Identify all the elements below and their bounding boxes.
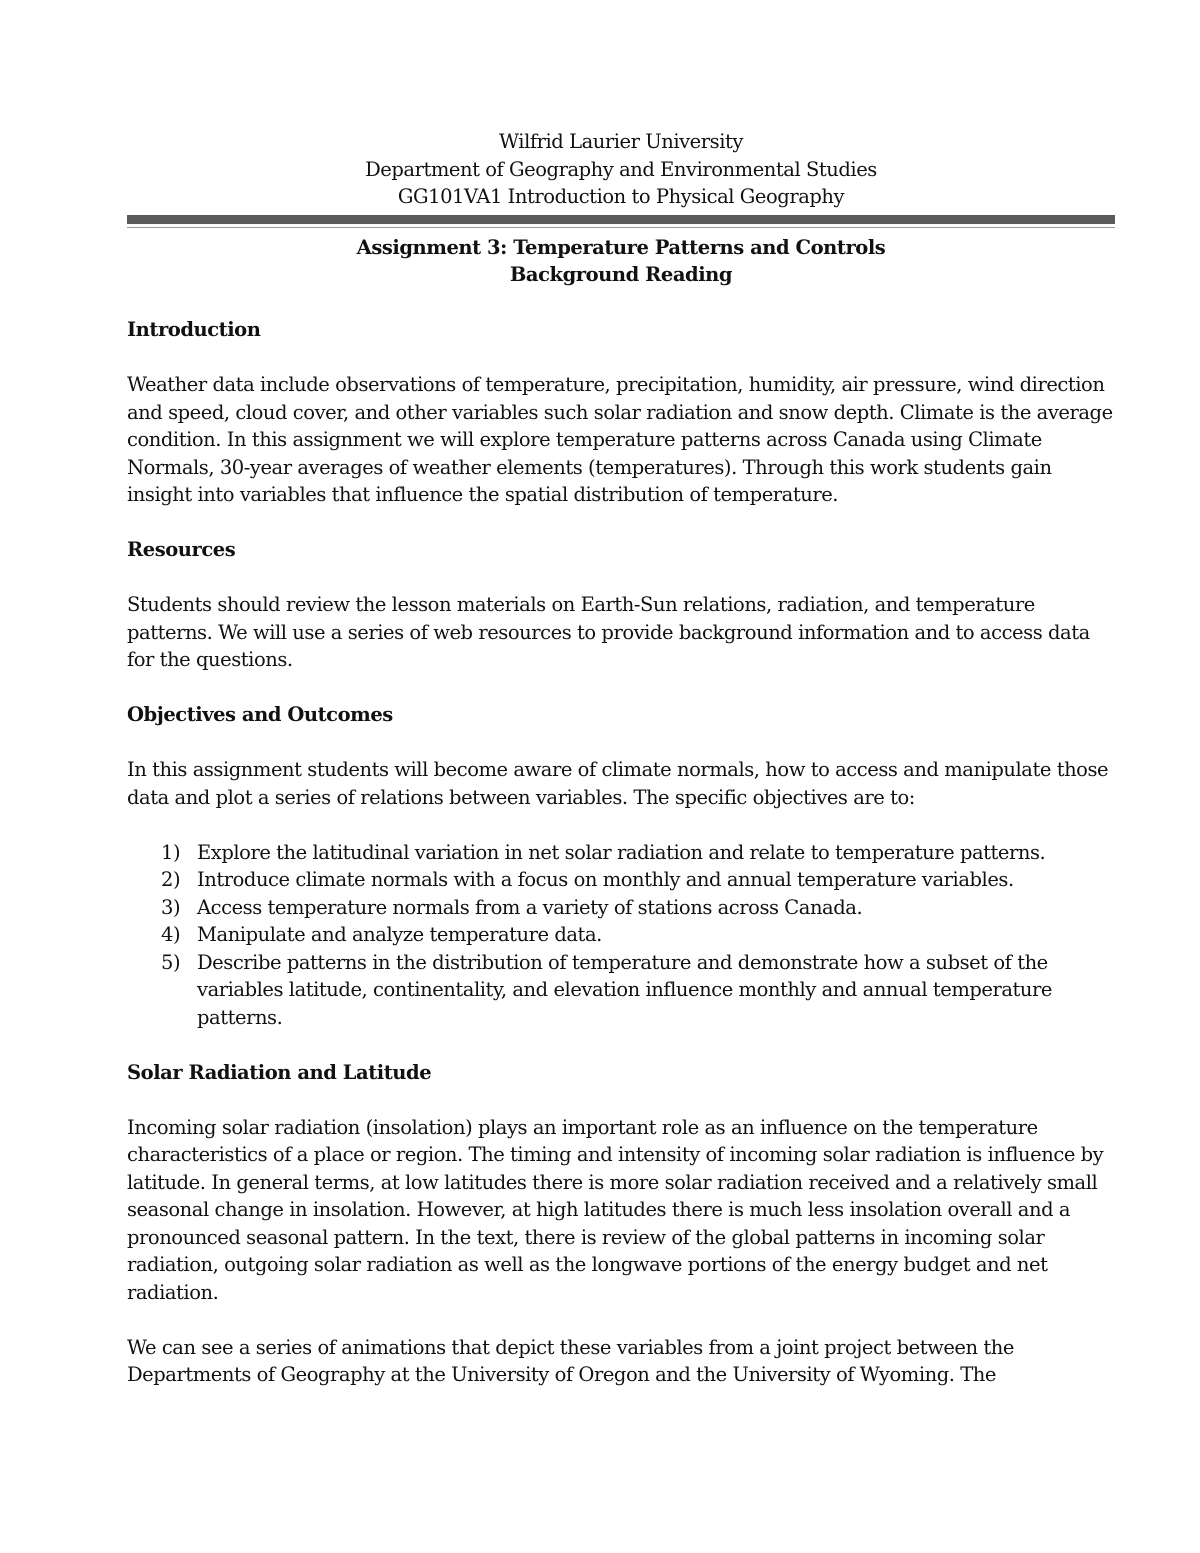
list-item-text: Introduce climate normals with a focus on monthly and annual temperature variables. bbox=[197, 868, 1014, 891]
header-divider-thin bbox=[127, 227, 1115, 228]
assignment-subtitle: Background Reading bbox=[509, 263, 733, 286]
list-item-number: 4) bbox=[161, 923, 181, 946]
list-item-text: Describe patterns in the distribution of temperature and demonstrate how a subset of the variables latitude, continentality, and elevation influence monthly and annual temperature patterns. bbox=[197, 950, 1053, 1029]
document-page bbox=[127, 128, 1115, 1389]
objectives-paragraph: In this assignment students will become aware of climate normals, how to access and manipulate those data and plot a series of relations between variables. The specific objectives are to: bbox=[127, 758, 1109, 809]
header-divider-thick bbox=[127, 215, 1115, 224]
assignment-title bbox=[127, 234, 1115, 289]
list-item-text: Explore the latitudinal variation in net solar radiation and relate to temperature patterns. bbox=[197, 840, 1046, 864]
section-heading-objectives: Objectives and Outcomes bbox=[127, 703, 393, 726]
section-heading-resources: Resources bbox=[127, 538, 236, 561]
section-heading-solar-radiation: Solar Radiation and Latitude bbox=[127, 1060, 432, 1084]
list-item bbox=[127, 921, 1115, 949]
solar-paragraph-1: Incoming solar radiation (insolation) plays an important role as an influence on the temperature characteristics of a place or region. The timing and intensity of incoming solar radiation is influence by latitude. In general terms, at low latitudes there is more solar radiation received and a relatively small seasonal change in insolation. However, at high latitudes there is much less insolation overall and a pronounced seasonal pattern. In the text, there is review of the global patterns in incoming solar radiation, outgoing solar radiation as well as the longwave portions of the energy budget and net radiation. bbox=[127, 1115, 1104, 1304]
list-item bbox=[127, 866, 1115, 894]
objectives-list bbox=[127, 839, 1115, 1032]
list-item-text: Access temperature normals from a variety of stations across Canada. bbox=[197, 895, 863, 919]
list-item-number: 5) bbox=[161, 950, 181, 974]
introduction-paragraph: Weather data include observations of temperature, precipitation, humidity, air pressure, wind direction and speed, cloud cover, and other variables such solar radiation and snow depth. Climate is the average condition. In this assignment we will explore temperature patterns across Canada using Climate Normals, 30-year averages of weather elements (temperatures). Through this work students gain insight into variables that influence the spatial distribution of temperature. bbox=[127, 373, 1113, 506]
course-name: GG101VA1 Introduction to Physical Geography bbox=[397, 185, 845, 208]
document-header bbox=[127, 128, 1115, 211]
university-name: Wilfrid Laurier University bbox=[499, 130, 743, 153]
section-heading-introduction: Introduction bbox=[127, 318, 261, 341]
list-item bbox=[127, 949, 1115, 1032]
department-name: Department of Geography and Environmental Studies bbox=[365, 157, 877, 181]
list-item-number: 3) bbox=[161, 895, 181, 919]
assignment-title-line: Assignment 3: Temperature Patterns and Controls bbox=[356, 235, 886, 259]
list-item bbox=[127, 894, 1115, 922]
solar-paragraph-2: We can see a series of animations that depict these variables from a joint project between the Departments of Geography at the University of Oregon and the University of Wyoming. The bbox=[127, 1335, 1014, 1386]
resources-paragraph: Students should review the lesson materials on Earth-Sun relations, radiation, and temperature patterns. We will use a series of web resources to provide background information and to access data for the questions. bbox=[127, 593, 1090, 671]
list-item-number: 1) bbox=[161, 840, 181, 864]
list-item-text: Manipulate and analyze temperature data. bbox=[197, 923, 602, 946]
list-item-number: 2) bbox=[161, 868, 181, 891]
list-item bbox=[127, 839, 1115, 867]
